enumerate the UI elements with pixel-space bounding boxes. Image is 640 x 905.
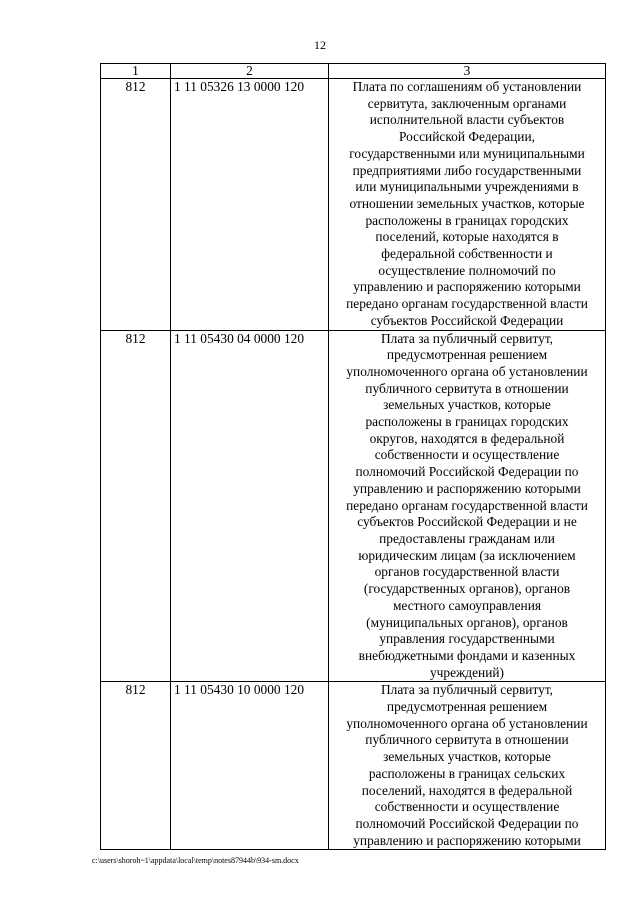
admin-code-cell: 812 xyxy=(101,79,171,331)
budget-classification-code-cell: 1 11 05326 13 0000 120 xyxy=(171,79,329,331)
description-line: уполномоченного органа об установлении xyxy=(346,363,588,379)
description-line: учреждений) xyxy=(429,664,505,680)
description-line: публичного сервитута в отношении xyxy=(365,380,569,396)
description-line: отношении земельных участков, которые xyxy=(349,195,585,211)
description-line: округов, находятся в федеральной xyxy=(369,430,565,446)
description-line: субъектов Российской Федерации и не xyxy=(357,514,577,530)
description-line: юридическим лицам (за исключением xyxy=(358,547,576,563)
description-line: собственности и осуществление xyxy=(374,447,560,463)
description-line: (государственных органов), органов xyxy=(363,581,571,597)
column-header-3: 3 xyxy=(329,64,606,79)
description-line: или муниципальными учреждениями в xyxy=(355,179,579,195)
description-line: исполнительной власти субъектов xyxy=(369,112,565,128)
description-line: передано органам государственной власти xyxy=(346,296,588,312)
description-line: полномочий Российской Федерации по xyxy=(355,464,579,480)
budget-classification-code-cell: 1 11 05430 04 0000 120 xyxy=(171,330,329,682)
admin-code-cell: 812 xyxy=(101,330,171,682)
description-line: предоставлены гражданам или xyxy=(379,530,555,546)
table-body xyxy=(101,79,606,850)
description-line: Российской Федерации, xyxy=(399,129,535,145)
description-line: управлению и распоряжению которыми xyxy=(353,279,581,295)
description-line: расположены в границах городских xyxy=(365,212,569,228)
description-line: сервитута, заключенным органами xyxy=(367,95,567,111)
table-row xyxy=(101,79,606,331)
description-line: государственными или муниципальными xyxy=(349,145,585,161)
description-line: уполномоченного органа об установлении xyxy=(346,715,588,731)
description-line: предприятиями либо государственными xyxy=(352,162,582,178)
income-description-cell xyxy=(329,330,606,682)
description-line: передано органам государственной власти xyxy=(346,497,588,513)
description-line: земельных участков, которые xyxy=(383,397,551,413)
description-line: Плата за публичный сервитут, xyxy=(380,330,554,346)
description-line: (муниципальных органов), органов xyxy=(366,614,568,630)
description-line: собственности и осуществление xyxy=(374,799,560,815)
footer-file-path: c:\users\shoroh~1\appdata\local\temp\notes87944b\934-sm.docx xyxy=(92,856,299,865)
description-line: управления государственными xyxy=(379,631,555,647)
description-line: местного самоуправления xyxy=(392,597,542,613)
description-line: расположены в границах сельских xyxy=(368,765,566,781)
description-line: предусмотренная решением xyxy=(386,347,548,363)
description-line: публичного сервитута в отношении xyxy=(365,732,569,748)
table-row xyxy=(101,330,606,682)
description-line: управлению и распоряжению которыми xyxy=(353,832,581,848)
table-row xyxy=(101,682,606,850)
column-header-2: 2 xyxy=(171,64,329,79)
description-line: субъектов Российской Федерации xyxy=(370,312,564,328)
description-line: Плата за публичный сервитут, xyxy=(380,682,554,698)
budget-classification-code-cell: 1 11 05430 10 0000 120 xyxy=(171,682,329,850)
description-line: осуществление полномочий по xyxy=(378,262,556,278)
table-header-row xyxy=(101,64,606,79)
description-line: управлению и распоряжению которыми xyxy=(353,480,581,496)
description-line: федеральной собственности и xyxy=(381,246,553,262)
description-line: внебюджетными фондами и казенных xyxy=(358,647,576,663)
description-line: предусмотренная решением xyxy=(386,699,548,715)
column-header-1: 1 xyxy=(101,64,171,79)
description-line: Плата по соглашениям об установлении xyxy=(352,79,582,94)
income-description-cell xyxy=(329,682,606,850)
income-description-cell xyxy=(329,79,606,331)
income-codes-table xyxy=(100,63,606,850)
description-line: земельных участков, которые xyxy=(383,749,551,765)
description-line: поселений, находятся в федеральной xyxy=(361,782,573,798)
description-line: полномочий Российской Федерации по xyxy=(355,815,579,831)
page-number: 12 xyxy=(314,38,326,52)
admin-code-cell: 812 xyxy=(101,682,171,850)
description-line: поселений, которые находятся в xyxy=(375,229,559,245)
description-line: расположены в границах городских xyxy=(365,414,569,430)
description-line: органов государственной власти xyxy=(374,564,560,580)
